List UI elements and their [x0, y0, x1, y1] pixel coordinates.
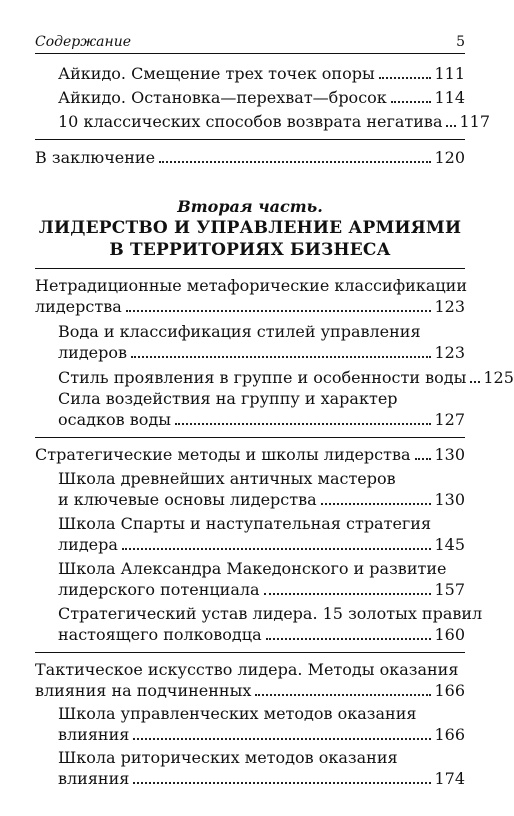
- toc-entry: лидеров 123: [58, 343, 465, 362]
- toc-entry: настоящего полководца 160: [58, 625, 465, 644]
- toc-subentry-line1: Сила воздействия на группу и характер: [58, 389, 398, 408]
- part-label: Вторая часть.: [177, 197, 323, 216]
- toc-subentry-line1: Школа древнейших античных мастеров: [58, 469, 396, 488]
- toc-entry-conclusion: В заключение 120: [35, 148, 465, 167]
- toc-subentry-line1: Школа управленческих методов оказания: [58, 704, 417, 723]
- separator-line: [35, 268, 465, 269]
- part-title-line2: В ТЕРРИТОРИЯХ БИЗНЕСА: [109, 240, 391, 260]
- toc-entry: 10 классических способов возврата негатива 117: [58, 112, 491, 131]
- toc-entry: лидерского потенциала 157: [58, 580, 465, 599]
- toc-entry: Стратегические методы и школы лидерства 130: [35, 445, 465, 464]
- leader-dots: [415, 458, 432, 460]
- section-title: Тактическое искусство лидера. Методы оказания: [35, 660, 459, 679]
- toc-subentry-line1: Школа Спарты и наступательная стратегия: [58, 514, 432, 533]
- toc-entry: влияния на подчиненных 166: [35, 681, 465, 700]
- leader-dots: [321, 503, 432, 505]
- separator-line: [35, 652, 465, 653]
- leader-dots: [391, 101, 432, 103]
- leader-dots: [159, 161, 431, 163]
- toc-entry: Айкидо. Смещение трех точек опоры 111: [58, 64, 465, 83]
- separator-line: [35, 139, 465, 140]
- leader-dots: [470, 381, 480, 383]
- toc-entry: Айкидо. Остановка—перехват—бросок 114: [58, 88, 465, 107]
- leader-dots: [133, 782, 431, 784]
- toc-entry: лидера 145: [58, 535, 465, 554]
- toc-entry: и ключевые основы лидерства 130: [58, 490, 465, 509]
- toc-entry: влияния 166: [58, 725, 465, 744]
- toc-entry: Стиль проявления в группе и особенности воды 125: [58, 368, 514, 387]
- leader-dots: [122, 548, 432, 550]
- section-title: Нетрадиционные метафорические классификации: [35, 276, 467, 295]
- toc-subentry-line1: Школа Александра Македонского и развитие: [58, 559, 447, 578]
- leader-dots: [379, 77, 432, 79]
- toc-entry: лидерства 123: [35, 297, 465, 316]
- toc-entry: осадков воды 127: [58, 410, 465, 429]
- header-page-number: 5: [456, 34, 465, 50]
- toc-entry: влияния 174: [58, 769, 465, 788]
- leader-dots: [446, 125, 456, 127]
- leader-dots: [255, 694, 431, 696]
- header-title: Содержание: [35, 34, 132, 50]
- toc-subentry-line1: Школа риторических методов оказания: [58, 748, 398, 767]
- running-header: [35, 34, 465, 54]
- leader-dots: [264, 593, 432, 595]
- leader-dots: [126, 310, 432, 312]
- separator-line: [35, 437, 465, 438]
- toc-subentry-line1: Стратегический устав лидера. 15 золотых правил: [58, 604, 483, 623]
- leader-dots: [266, 638, 432, 640]
- leader-dots: [175, 423, 432, 425]
- toc-subentry-line1: Вода и классификация стилей управления: [58, 322, 421, 341]
- leader-dots: [131, 356, 431, 358]
- part-title-line1: ЛИДЕРСТВО И УПРАВЛЕНИЕ АРМИЯМИ: [38, 218, 462, 238]
- leader-dots: [133, 738, 431, 740]
